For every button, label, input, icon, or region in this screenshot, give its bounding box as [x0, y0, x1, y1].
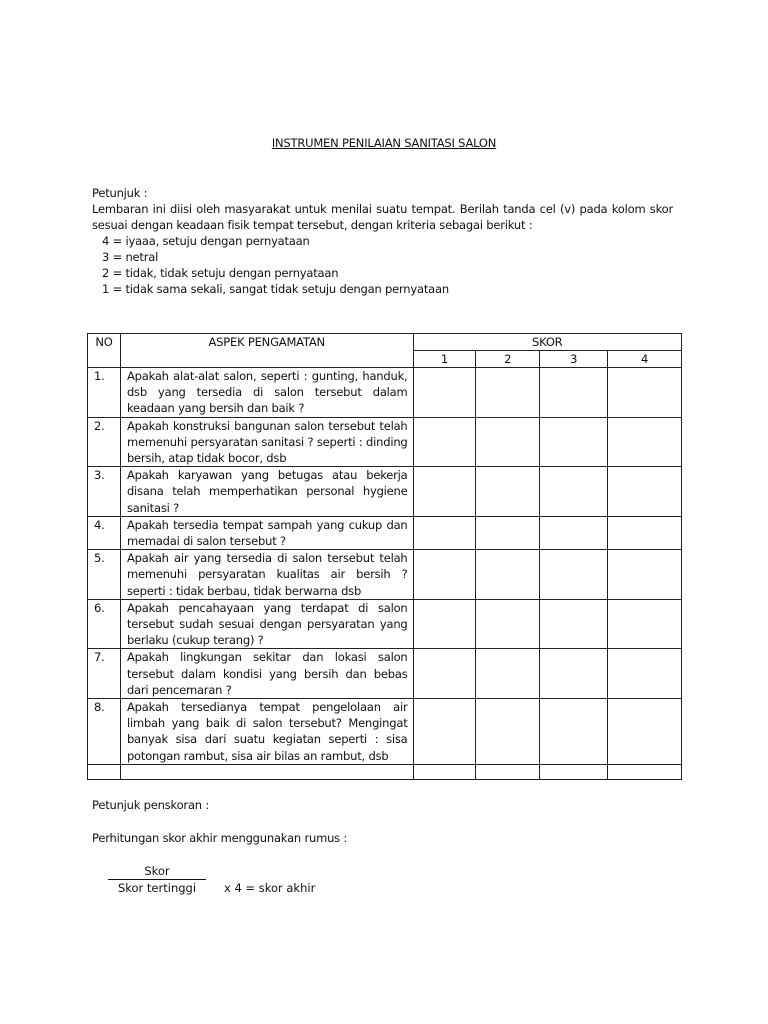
empty-cell — [88, 764, 121, 779]
score-cell[interactable] — [608, 550, 682, 600]
row-question: Apakah alat-alat salon, seperti : gunting, handuk, dsb yang tersedia di salon tersebut dalam keadaan yang bersih dan baik ? — [120, 368, 413, 418]
instructions-heading: Petunjuk : — [92, 186, 148, 200]
score-cell[interactable] — [413, 699, 476, 765]
empty-cell — [413, 764, 476, 779]
table-row-empty — [88, 764, 682, 779]
header-score-level: 1 — [413, 351, 476, 368]
header-no: NO — [88, 334, 121, 368]
table-row — [88, 417, 682, 467]
empty-cell — [120, 764, 413, 779]
score-cell[interactable] — [540, 417, 608, 467]
score-cell[interactable] — [476, 599, 540, 649]
score-cell[interactable] — [413, 516, 476, 549]
row-number: 1. — [88, 368, 121, 418]
criteria-item: 3 = netral — [102, 250, 159, 264]
score-cell[interactable] — [540, 649, 608, 699]
page-title: INSTRUMEN PENILAIAN SANITASI SALON — [271, 136, 497, 150]
table-row — [88, 599, 682, 649]
row-number: 6. — [88, 599, 121, 649]
instructions-block — [92, 185, 673, 297]
row-question: Apakah konstruksi bangunan salon tersebut telah memenuhi persyaratan sanitasi ? seperti : dinding bersih, atap tidak bocor, dsb — [120, 417, 413, 467]
empty-cell — [476, 764, 540, 779]
score-cell[interactable] — [540, 467, 608, 517]
table-row — [88, 699, 682, 765]
empty-cell — [608, 764, 682, 779]
instructions-text: Lembaran ini diisi oleh masyarakat untuk menilai suatu tempat. Berilah tanda cel (v) pada kolom skor sesuai dengan keadaan fisik tempat tersebut, dengan kriteria sebagai berikut : — [92, 202, 673, 232]
table-row — [88, 649, 682, 699]
row-number: 5. — [88, 550, 121, 600]
score-cell[interactable] — [476, 368, 540, 418]
score-cell[interactable] — [476, 516, 540, 549]
scoring-heading: Petunjuk penskoran : — [92, 798, 210, 812]
score-cell[interactable] — [476, 550, 540, 600]
table-row — [88, 467, 682, 517]
score-cell[interactable] — [476, 649, 540, 699]
score-cell[interactable] — [608, 417, 682, 467]
row-question: Apakah tersedianya tempat pengelolaan air limbah yang baik di salon tersebut? Mengingat banyak sisa dari suatu kegiatan seperti : sisa potongan rambut, sisa air bilas an rambut, dsb — [120, 699, 413, 765]
score-cell[interactable] — [476, 417, 540, 467]
score-cell[interactable] — [608, 599, 682, 649]
score-cell[interactable] — [540, 599, 608, 649]
score-cell[interactable] — [540, 699, 608, 765]
criteria-item: 4 = iyaaa, setuju dengan pernyataan — [102, 234, 310, 248]
header-score-level: 3 — [540, 351, 608, 368]
score-cell[interactable] — [540, 516, 608, 549]
row-number: 4. — [88, 516, 121, 549]
score-cell[interactable] — [413, 417, 476, 467]
table-row — [88, 550, 682, 600]
row-question: Apakah pencahayaan yang terdapat di salon tersebut sudah sesuai dengan persyaratan yang berlaku (cukup terang) ? — [120, 599, 413, 649]
score-cell[interactable] — [608, 699, 682, 765]
row-question: Apakah karyawan yang betugas atau bekerja disana telah memperhatikan personal hygiene sanitasi ? — [120, 467, 413, 517]
score-cell[interactable] — [413, 599, 476, 649]
formula-denominator: Skor tertinggi — [117, 881, 197, 895]
score-cell[interactable] — [476, 699, 540, 765]
score-cell[interactable] — [413, 368, 476, 418]
row-number: 7. — [88, 649, 121, 699]
score-cell[interactable] — [608, 649, 682, 699]
row-number: 2. — [88, 417, 121, 467]
row-question: Apakah tersedia tempat sampah yang cukup dan memadai di salon tersebut ? — [120, 516, 413, 549]
score-cell[interactable] — [413, 649, 476, 699]
row-number: 8. — [88, 699, 121, 765]
score-cell[interactable] — [608, 467, 682, 517]
score-cell[interactable] — [540, 550, 608, 600]
score-cell[interactable] — [608, 516, 682, 549]
table-row — [88, 368, 682, 418]
score-cell[interactable] — [608, 368, 682, 418]
header-score-level: 2 — [476, 351, 540, 368]
header-score: SKOR — [413, 334, 681, 351]
score-cell[interactable] — [413, 467, 476, 517]
formula-multiplier: x 4 = skor akhir — [224, 881, 316, 895]
formula-numerator: Skor — [108, 864, 206, 880]
criteria-item: 1 = tidak sama sekali, sangat tidak setuju dengan pernyataan — [102, 282, 449, 296]
table-row — [88, 516, 682, 549]
score-cell[interactable] — [540, 368, 608, 418]
row-question: Apakah lingkungan sekitar dan lokasi salon tersebut dalam kondisi yang bersih dan bebas dari pencemaran ? — [120, 649, 413, 699]
header-aspect: ASPEK PENGAMATAN — [120, 334, 413, 368]
assessment-table — [87, 333, 682, 780]
score-cell[interactable] — [413, 550, 476, 600]
criteria-item: 2 = tidak, tidak setuju dengan pernyataan — [102, 266, 339, 280]
empty-cell — [540, 764, 608, 779]
row-question: Apakah air yang tersedia di salon tersebut telah memenuhi persyaratan kualitas air bersih ? seperti : tidak berbau, tidak berwarna dsb — [120, 550, 413, 600]
header-score-level: 4 — [608, 351, 682, 368]
score-cell[interactable] — [476, 467, 540, 517]
formula-intro: Perhitungan skor akhir menggunakan rumus : — [92, 831, 348, 845]
row-number: 3. — [88, 467, 121, 517]
